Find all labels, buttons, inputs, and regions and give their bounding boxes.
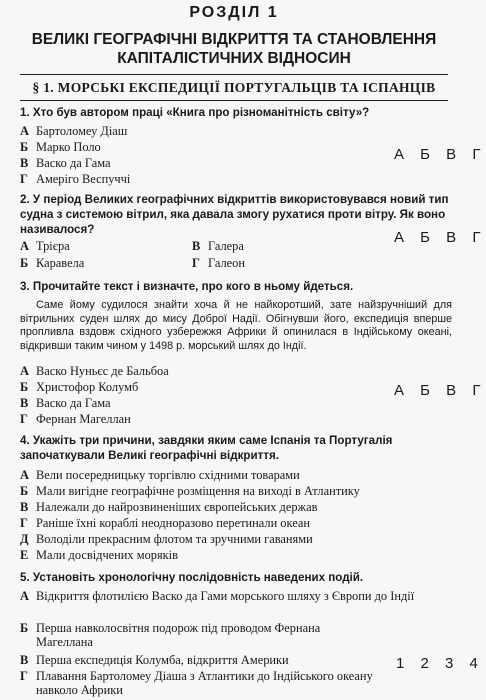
q5-option-b	[20, 621, 350, 649]
q2-option-b	[20, 256, 84, 270]
option-letter: Г	[20, 412, 28, 426]
q3-answer-grid[interactable]: А Б В Г	[394, 382, 486, 399]
option-letter: В	[20, 396, 29, 410]
option-letter: В	[20, 156, 29, 170]
option-text: Відкриття флотилією Васко да Гами морського шляху з Європи до Індії	[36, 589, 415, 603]
question-5: 5. Установіть хронологічну послідовність наведених подій.	[20, 571, 364, 584]
option-letter: Б	[20, 256, 29, 270]
q4-option-c	[20, 500, 317, 514]
q2-answer-grid[interactable]: А Б В Г	[394, 229, 486, 246]
option-letter: Е	[20, 548, 29, 562]
option-letter: В	[20, 653, 29, 667]
option-text: Володіли прекрасним флотом та зручними гаванями	[36, 532, 313, 546]
option-text: Трієра	[36, 239, 70, 253]
option-letter: А	[20, 124, 29, 138]
option-text: Перша експедиція Колумба, відкриття Америки	[36, 653, 289, 667]
q1-option-c	[20, 156, 110, 170]
q1-option-a	[20, 124, 127, 138]
option-letter: В	[192, 239, 201, 253]
option-text: Галера	[208, 239, 244, 253]
option-text: Раніше їхні кораблі неодноразово перетинали океан	[36, 516, 310, 530]
q3-option-b	[20, 380, 138, 394]
option-text: Вели посередницьку торгівлю східними товарами	[36, 468, 300, 482]
divider-bottom	[20, 100, 448, 101]
option-letter: Г	[192, 256, 200, 270]
option-text: Бартоломеу Діаш	[36, 124, 128, 138]
q5-option-a	[20, 589, 464, 603]
q1-option-d	[20, 172, 130, 186]
option-letter: А	[20, 468, 29, 482]
option-text: Перша навколосвітня подорож під проводом Фернана Магеллана	[36, 621, 321, 649]
option-text: Фернан Магеллан	[36, 412, 131, 426]
q2-option-d	[192, 256, 245, 270]
q5-option-d	[20, 669, 382, 697]
question-2: 2. У період Великих географічних відкриттів використовувався новий тип судна з системою вітрил, яка давала змогу рухатися проти вітру. Як воно називалося?	[20, 193, 449, 236]
q3-option-c	[20, 396, 110, 410]
q3-option-d	[20, 412, 131, 426]
q1-answer-grid[interactable]: А Б В Г	[394, 146, 486, 163]
q4-option-e	[20, 532, 313, 546]
option-letter: Г	[20, 172, 28, 186]
option-text: Мали досвідчених моряків	[36, 548, 178, 562]
option-letter: Б	[20, 484, 29, 498]
paragraph-title: § 1. МОРСЬКІ ЕКСПЕДИЦІЇ ПОРТУГАЛЬЦІВ ТА ІСПАНЦІВ	[32, 80, 436, 95]
option-letter: Б	[20, 621, 29, 635]
chapter-title-line2: КАПІТАЛІСТИЧНИХ ВІДНОСИН	[117, 50, 351, 67]
option-letter: В	[20, 500, 29, 514]
q5-answer-grid[interactable]: 1 2 3 4	[396, 655, 484, 672]
q4-option-f	[20, 548, 178, 562]
option-text: Васко да Гама	[36, 396, 111, 410]
option-text: Васко да Гама	[36, 156, 111, 170]
option-text: Плавання Бартоломеу Діаша з Атлантики до Індійського океану навколо Африки	[36, 669, 373, 697]
q3-passage: Саме йому судилося знайти хоча й не найкоротший, зате найзручніший для вітрильних суден шлях до мису Доброї Надії. Обігнувши його, експедиція вперше пропливла вздовж східного узбережжя Африки й опинилася в Індійському океані, відкривши таким чином у 1498 р. морський шлях до Індії.	[20, 299, 452, 352]
option-text: Васко Нуньєс де Бальбоа	[36, 364, 169, 378]
q2-option-c	[192, 239, 244, 253]
option-letter: А	[20, 364, 29, 378]
option-text: Мали вигідне географічне розміщення на виході в Атлантику	[36, 484, 360, 498]
option-text: Каравела	[36, 256, 85, 270]
option-letter: Б	[20, 140, 29, 154]
option-text: Галеон	[208, 256, 245, 270]
question-4: 4. Укажіть три причини, завдяки яким саме Іспанія та Португалія започаткували Великі географічні відкриття.	[20, 434, 393, 462]
option-letter: Д	[20, 532, 29, 546]
section-title: РОЗДІЛ 1	[189, 4, 279, 21]
question-1: 1. Хто був автором праці «Книга про різноманітність світу»?	[20, 106, 370, 119]
option-text: Амеріго Веспуччі	[36, 172, 131, 186]
option-letter: Г	[20, 516, 28, 530]
divider-top	[20, 74, 448, 75]
option-text: Христофор Колумб	[36, 380, 139, 394]
q4-option-a	[20, 468, 300, 482]
option-letter: А	[20, 589, 29, 603]
q5-option-c	[20, 653, 380, 667]
option-letter: Г	[20, 669, 28, 683]
q2-option-a	[20, 239, 70, 253]
option-text: Марко Поло	[36, 140, 101, 154]
q4-option-b	[20, 484, 360, 498]
q3-option-a	[20, 364, 169, 378]
option-letter: А	[20, 239, 29, 253]
q4-option-d	[20, 516, 310, 530]
question-3: 3. Прочитайте текст і визначте, про кого в ньому йдеться.	[20, 280, 354, 293]
option-text: Належали до найрозвиненіших європейських держав	[36, 500, 318, 514]
option-letter: Б	[20, 380, 29, 394]
chapter-title-line1: ВЕЛИКІ ГЕОГРАФІЧНІ ВІДКРИТТЯ ТА СТАНОВЛЕННЯ	[31, 31, 437, 48]
chapter-title	[20, 30, 448, 68]
q1-option-b	[20, 140, 101, 154]
